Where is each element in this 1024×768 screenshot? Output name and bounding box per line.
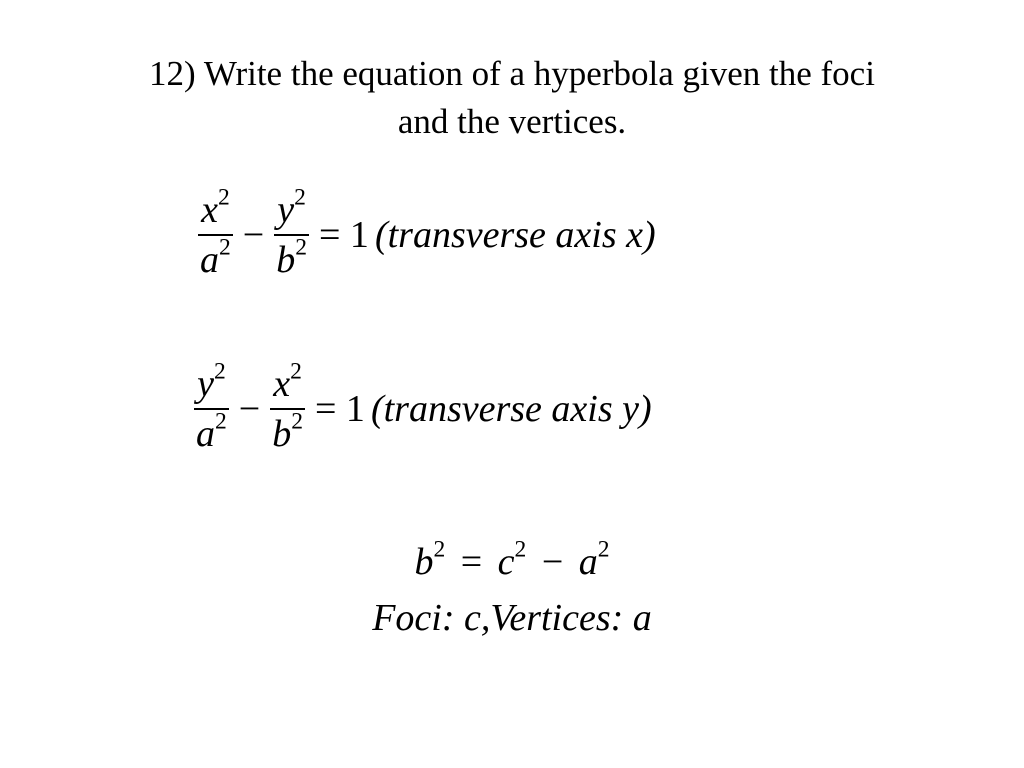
- equation-b-squared: [0, 536, 1024, 584]
- fraction-x2-over-a2: [198, 184, 233, 282]
- exponent: 2: [597, 536, 610, 563]
- foci-vertices-legend: Foci: c,Vertices: a: [372, 597, 652, 639]
- transverse-axis-note: (transverse axis x): [374, 214, 656, 256]
- equals-sign: =: [460, 541, 483, 583]
- title-line-1: 12) Write the equation of a hyperbola given the foci: [149, 54, 875, 93]
- denominator-a: a: [200, 239, 219, 281]
- denominator-b: b: [272, 413, 292, 455]
- minus-sign: −: [242, 214, 265, 256]
- minus-sign: −: [541, 541, 564, 583]
- exponent: 2: [217, 184, 230, 211]
- denominator-b: b: [276, 239, 296, 281]
- numerator-y: y: [277, 189, 295, 231]
- numerator-x: x: [201, 189, 218, 231]
- numerator-y: y: [197, 363, 214, 405]
- exponent: 2: [215, 408, 227, 435]
- equals-one: = 1: [319, 214, 369, 256]
- exponent: 2: [291, 408, 303, 435]
- fraction-y2-over-b2: [274, 184, 309, 282]
- transverse-axis-note: (transverse axis y): [370, 388, 652, 430]
- exponent: 2: [294, 184, 306, 211]
- title-line-2: and the vertices.: [397, 102, 627, 141]
- equals-one: = 1: [315, 388, 365, 430]
- fraction-x2-over-b2: [270, 358, 305, 456]
- numerator-x: x: [273, 363, 291, 405]
- exponent: 2: [213, 358, 226, 385]
- exponent: 2: [433, 536, 446, 563]
- problem-title: [40, 50, 984, 146]
- exponent: 2: [514, 536, 527, 563]
- variable-a: a: [578, 541, 598, 583]
- exponent: 2: [219, 234, 231, 261]
- variable-c: c: [497, 541, 515, 583]
- equation-transverse-y: [190, 358, 652, 456]
- exponent: 2: [295, 234, 307, 261]
- variable-b: b: [414, 541, 434, 583]
- exponent: 2: [290, 358, 302, 385]
- equation-transverse-x: [194, 184, 656, 282]
- fraction-y2-over-a2: [194, 358, 229, 456]
- minus-sign: −: [238, 388, 261, 430]
- denominator-a: a: [196, 413, 215, 455]
